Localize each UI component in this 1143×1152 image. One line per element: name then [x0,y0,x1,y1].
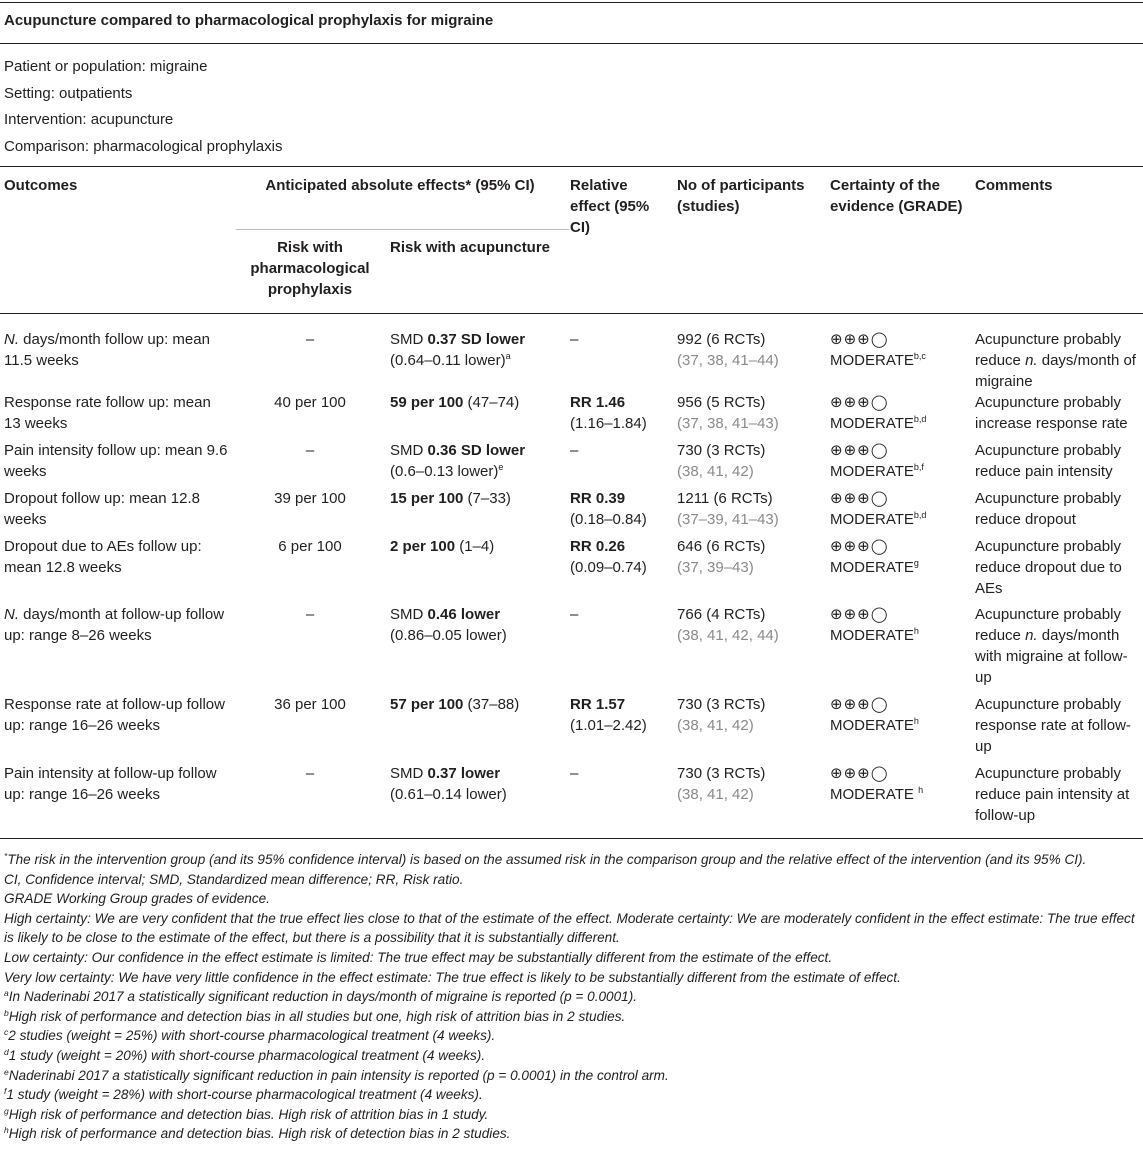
footnote-marker: h [918,785,924,795]
footnote [4,1046,1139,1066]
footnote-text: Low certainty: Our confidence in the effect estimate is limited: The true effect may be substantially different from the estimate of the effect. [4,949,833,965]
footnote-marker: d [4,1046,9,1057]
study-references: (38, 41, 42) [677,463,754,480]
relative-value: – [570,331,579,348]
footnote [4,948,1139,968]
footnote-marker: h [4,1125,9,1136]
grade-symbols: ⊕⊕⊕◯ [830,490,889,507]
risk-pharm-cell: 39 per 100 [274,490,346,507]
outcome-text: Pain intensity follow up: mean 9.6 weeks [4,442,228,480]
table-title: Acupuncture compared to pharmacological prophylaxis for migraine [4,12,494,29]
comment-cell [971,440,1143,488]
footnote-marker: b,f [913,462,924,472]
footnote-text: High risk of performance and detection bias. High risk of attrition bias in 1 study. [8,1106,489,1122]
header-relative: Relative effect (95% CI) [570,177,650,236]
footnote-marker: c [4,1027,9,1038]
outcome-italic: N. [4,331,19,348]
risk-pharm-cell: – [305,765,315,782]
header-risk-acu: Risk with acupuncture [390,239,551,256]
participants-count: 956 (5 RCTs) [677,394,766,411]
acu-ci: (47–74) [463,394,520,411]
footnote [4,909,1139,948]
footnote [4,987,1139,1007]
meta-population: Patient or population: migraine [4,58,208,75]
acu-estimate: 15 per 100 [390,490,464,507]
study-references: (38, 41, 42, 44) [677,627,779,644]
participants-cell [673,392,826,440]
certainty-level: MODERATE [830,415,914,432]
outcome-cell [0,315,234,392]
risk-pharm-cell: – [305,331,315,348]
table-row [0,392,1143,440]
acu-ci: (1–4) [455,538,495,555]
outcome-text: Dropout follow up: mean 12.8 weeks [4,490,200,528]
risk-pharm-cell: 36 per 100 [274,696,346,713]
relative-value: – [570,442,579,459]
footnote-text: In Naderinabi 2017 a statistically significant reduction in days/month of migraine is reported (p = 0.0001). [8,989,638,1005]
footnotes [4,850,1139,1144]
relative-ci: (0.18–0.84) [570,511,647,528]
study-references: (37–39, 41–43) [677,511,779,528]
relative-value: RR 0.26 [570,538,626,555]
outcome-cell [0,536,234,604]
participants-cell [673,488,826,536]
risk-pharm-cell: 40 per 100 [274,394,346,411]
footnote-marker: h [913,626,919,636]
comment-text: Acupuncture probably reduce pain intensity at follow-up [975,765,1130,824]
table-row [0,488,1143,536]
grade-symbols: ⊕⊕⊕◯ [830,331,889,348]
relative-cell [566,694,673,763]
footnote [4,1124,1139,1144]
certainty-cell [826,536,971,604]
risk-pharm-cell: – [305,606,315,623]
acu-ci: (7–33) [463,490,511,507]
participants-cell [673,536,826,604]
outcome-cell [0,694,234,763]
header-outcomes: Outcomes [4,177,78,194]
comment-text: Acupuncture probably reduce pain intensity [975,442,1121,480]
acu-prefix: SMD [390,606,428,623]
footnote-marker: b [4,1007,9,1018]
participants-count: 730 (3 RCTs) [677,765,766,782]
participants-cell [673,763,826,833]
comment-cell [971,536,1143,604]
footnote [4,1085,1139,1105]
risk-acu-cell [386,536,566,604]
acu-ci: (37–88) [463,696,520,713]
footnote [4,1105,1139,1125]
acu-prefix: SMD [390,331,428,348]
study-references: (37, 38, 41–43) [677,415,779,432]
participants-count: 1211 (6 RCTs) [677,490,773,507]
comment-cell [971,763,1143,833]
certainty-level: MODERATE [830,786,919,803]
summary-of-findings-table [0,175,1143,833]
relative-cell [566,440,673,488]
comment-text: Acupuncture probably reduce dropout due to AEs [975,538,1122,597]
footnote-text: 1 study (weight = 28%) with short-course pharmacological treatment (4 weeks). [6,1087,483,1103]
comment-cell [971,604,1143,694]
participants-count: 730 (3 RCTs) [677,696,766,713]
comment-cell [971,488,1143,536]
risk-acu-cell [386,440,566,488]
footnote-marker: e [498,462,504,472]
footnote-marker: g [4,1105,9,1116]
relative-cell [566,536,673,604]
meta-setting: Setting: outpatients [4,84,133,102]
table-row [0,763,1143,833]
table-row [0,315,1143,392]
participants-cell [673,440,826,488]
header-certainty: Certainty of the evidence (GRADE) [830,177,963,215]
outcome-cell [0,763,234,833]
footnote-marker: g [913,558,919,568]
grade-symbols: ⊕⊕⊕◯ [830,606,889,623]
participants-count: 992 (6 RCTs) [677,331,766,348]
certainty-cell [826,763,971,833]
outcome-cell [0,440,234,488]
footnote-marker: * [4,851,8,861]
relative-cell [566,488,673,536]
outcome-text: days/month at follow-up follow up: range 8–26 weeks [4,606,225,644]
participants-count: 766 (4 RCTs) [677,606,766,623]
certainty-level: MODERATE [830,352,914,369]
comment-cell [971,392,1143,440]
header-risk-pharm: Risk with pharmacological prophylaxis [250,239,370,298]
certainty-cell [826,488,971,536]
study-references: (37, 38, 41–44) [677,352,779,369]
comment-text: days/month with migraine at follow-up [975,627,1128,686]
risk-pharm-cell: 6 per 100 [278,538,342,555]
footnote [4,889,1139,909]
relative-value: RR 1.46 [570,394,626,411]
certainty-cell [826,694,971,763]
acu-estimate: 59 per 100 [390,394,464,411]
footnote-marker: a [505,351,511,361]
footnote-text: 2 studies (weight = 25%) with short-course pharmacological treatment (4 weeks). [8,1028,496,1044]
table-row [0,440,1143,488]
grade-symbols: ⊕⊕⊕◯ [830,538,889,555]
footnote [4,968,1139,988]
certainty-cell [826,392,971,440]
comment-italic: n. [1025,627,1038,644]
meta-rule [0,166,1143,167]
certainty-level: MODERATE [830,717,914,734]
footnote-text: 1 study (weight = 20%) with short-course pharmacological treatment (4 weeks). [8,1047,486,1063]
acu-estimate: 2 per 100 [390,538,456,555]
meta-intervention: Intervention: acupuncture [4,111,174,128]
relative-value: – [570,765,579,782]
table-row [0,604,1143,694]
title-rule [0,43,1143,44]
outcome-cell [0,488,234,536]
acu-estimate: 0.36 SD lower [427,442,526,459]
participants-count: 646 (6 RCTs) [677,538,766,555]
outcome-cell [0,604,234,694]
acu-ci: (0.86–0.05 lower) [390,627,507,644]
footnote-marker: b,d [913,510,927,520]
acu-prefix: SMD [390,442,428,459]
relative-cell [566,315,673,392]
footnote-text: GRADE Working Group grades of evidence. [4,891,270,907]
footnote-marker: b,c [913,351,926,361]
footnote-marker: a [4,988,9,999]
risk-acu-cell [386,604,566,694]
bottom-rule [0,838,1143,839]
footnote-text: Very low certainty: We have very little confidence in the effect estimate: The true effect is likely to be substantially different from the estimate of effect. [4,969,901,985]
acu-ci: (0.61–0.14 lower) [390,786,507,803]
acu-estimate: 0.46 lower [427,606,501,623]
comment-text: days/month of migraine [975,352,1136,390]
certainty-level: MODERATE [830,559,914,576]
relative-value: – [570,606,579,623]
footnote [4,870,1139,890]
risk-acu-cell [386,488,566,536]
outcome-text: Response rate follow up: mean 13 weeks [4,394,211,432]
certainty-level: MODERATE [830,463,914,480]
acu-ci: (0.64–0.11 lower) [390,352,506,369]
participants-cell [673,315,826,392]
risk-acu-cell [386,392,566,440]
outcome-text: days/month follow up: mean 11.5 weeks [4,331,210,369]
risk-acu-cell [386,315,566,392]
footnote-text: Naderinabi 2017 a statistically significant reduction in pain intensity is reported (p = 0.0001) in the control arm. [8,1067,669,1083]
acu-estimate: 57 per 100 [390,696,464,713]
header-rule [0,313,1143,314]
header-comments: Comments [975,177,1053,194]
relative-cell [566,763,673,833]
certainty-cell [826,315,971,392]
outcome-cell [0,392,234,440]
outcome-text: Dropout due to AEs follow up: mean 12.8 weeks [4,538,202,576]
participants-cell [673,604,826,694]
footnote-marker: f [4,1086,7,1097]
study-references: (37, 39–43) [677,559,754,576]
relative-value: RR 0.39 [570,490,626,507]
study-references: (38, 41, 42) [677,717,754,734]
comment-text: Acupuncture probably response rate at follow-up [975,696,1131,755]
footnote-text: High risk of performance and detection bias in all studies but one, high risk of attrition bias in 2 studies. [8,1008,626,1024]
header-anticipated: Anticipated absolute effects* (95% CI) [265,177,535,194]
comment-cell [971,315,1143,392]
risk-acu-cell [386,694,566,763]
comment-text: Acupuncture probably increase response rate [975,394,1128,432]
relative-cell [566,604,673,694]
footnote [4,850,1139,870]
relative-value: RR 1.57 [570,696,626,713]
comment-cell [971,694,1143,763]
meta-comparison: Comparison: pharmacological prophylaxis [4,137,283,155]
footnote-marker: e [4,1066,9,1077]
footnote-text: The risk in the intervention group (and its 95% confidence interval) is based on the assumed risk in the comparison group and the relative effect of the intervention (and its 95% CI). [7,852,1087,867]
footnote [4,1026,1139,1046]
comment-text: Acupuncture probably reduce [975,606,1121,644]
top-rule [0,2,1143,3]
risk-acu-cell [386,763,566,833]
grade-symbols: ⊕⊕⊕◯ [830,765,889,782]
footnote-text: High certainty: We are very confident that the true effect lies close to that of the estimate of the effect. Moderate certainty: We are moderately confident in the effect estimate: The true effect is likely to be close to the estimate of the effect, but there is a possibility that it is substantially different. [4,910,1135,946]
certainty-cell [826,604,971,694]
participants-cell [673,694,826,763]
acu-prefix: SMD [390,765,428,782]
study-references: (38, 41, 42) [677,786,754,803]
table-row [0,536,1143,604]
relative-ci: (1.16–1.84) [570,415,647,432]
certainty-level: MODERATE [830,627,914,644]
footnote-marker: b,d [913,414,927,424]
footnote-text: CI, Confidence interval; SMD, Standardized mean difference; RR, Risk ratio. [4,871,464,887]
grade-symbols: ⊕⊕⊕◯ [830,442,889,459]
relative-ci: (1.01–2.42) [570,717,647,734]
certainty-cell [826,440,971,488]
grade-symbols: ⊕⊕⊕◯ [830,394,889,411]
subheader-rule [236,229,569,230]
outcome-italic: N. [4,606,19,623]
risk-pharm-cell: – [305,442,315,459]
comment-text: Acupuncture probably reduce dropout [975,490,1121,528]
participants-count: 730 (3 RCTs) [677,442,766,459]
grade-symbols: ⊕⊕⊕◯ [830,696,889,713]
relative-ci: (0.09–0.74) [570,559,647,576]
population-block [4,56,282,162]
table-row [0,694,1143,763]
footnote [4,1007,1139,1027]
comment-text: Acupuncture probably reduce [975,331,1121,369]
certainty-level: MODERATE [830,511,914,528]
outcome-text: Response rate at follow-up follow up: range 16–26 weeks [4,696,225,734]
acu-ci: (0.6–0.13 lower) [390,463,499,480]
footnote-marker: h [913,716,919,726]
acu-estimate: 0.37 SD lower [427,331,526,348]
footnote-text: High risk of performance and detection bias. High risk of detection bias in 2 studies. [8,1126,511,1142]
relative-cell [566,392,673,440]
footnote [4,1066,1139,1086]
comment-italic: n. [1025,352,1038,369]
outcome-text: Pain intensity at follow-up follow up: range 16–26 weeks [4,765,217,803]
acu-estimate: 0.37 lower [427,765,501,782]
header-participants: No of participants (studies) [677,177,805,215]
